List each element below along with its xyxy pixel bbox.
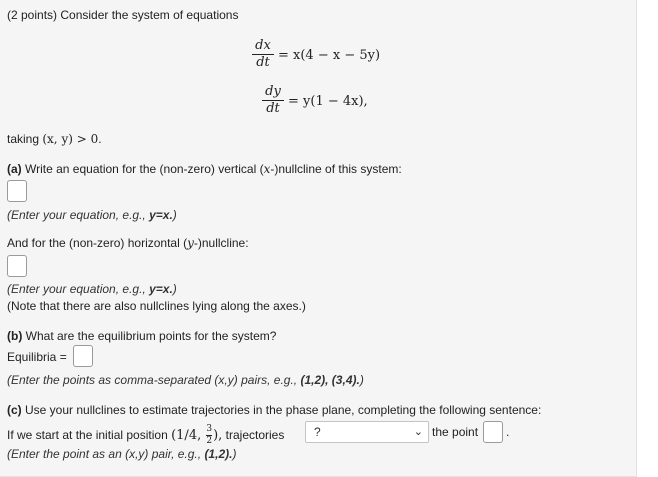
part-a-hint-2: (Enter your equation, e.g., y=x.) — [7, 282, 177, 296]
sentence-period: . — [506, 425, 510, 439]
problem-header: (2 points) Consider the system of equations — [7, 8, 239, 22]
condition-line: taking (x, y) > 0. — [7, 132, 102, 146]
part-a-question: (a) Write an equation for the (non-zero) vertical (x-)nullcline of this system: — [7, 162, 402, 176]
equilibria-input[interactable] — [73, 345, 93, 367]
dxdt-fraction: dx dt — [252, 39, 274, 70]
initial-position: (1/4, $\frac{3}{2}$), — [171, 424, 223, 446]
dydt-fraction: dy dt — [262, 85, 284, 116]
target-point-input[interactable] — [483, 421, 503, 443]
the-point-label: the point — [432, 425, 479, 439]
equilibria-label: Equilibria = — [7, 350, 67, 364]
part-b-hint: (Enter the points as comma-separated (x,y) pairs, e.g., (1,2), (3,4).) — [7, 373, 364, 387]
part-c-hint: (Enter the point as an (x,y) pair, e.g., (1,2).) — [7, 447, 237, 461]
three-halves-fraction: $\frac{3}{2}$ — [206, 424, 213, 446]
horizontal-nullcline-question: And for the (non-zero) horizontal (y-)nullcline: — [7, 236, 249, 250]
trajectory-direction-select[interactable]: ? ⌄ — [305, 421, 429, 443]
equation-1-rhs: = x(4 − x − 5y) — [278, 48, 381, 63]
vertical-nullcline-input[interactable] — [7, 180, 27, 202]
chevron-down-icon: ⌄ — [413, 426, 423, 438]
horizontal-nullcline-input[interactable] — [7, 255, 27, 277]
part-b-question: (b) What are the equilibrium points for the system? — [7, 329, 277, 343]
part-c-question: (c) Use your nullclines to estimate trajectories in the phase plane, completing the following sentence: — [7, 403, 542, 417]
part-a-hint: (Enter your equation, e.g., y=x.) — [7, 208, 177, 222]
axes-nullcline-note: (Note that there are also nullclines lying along the axes.) — [7, 299, 306, 313]
part-c-sentence: If we start at the initial position (1/4, $\frac{3}{2}$), trajectories — [7, 424, 285, 446]
equation-2-rhs: = y(1 − 4x), — [288, 94, 368, 109]
